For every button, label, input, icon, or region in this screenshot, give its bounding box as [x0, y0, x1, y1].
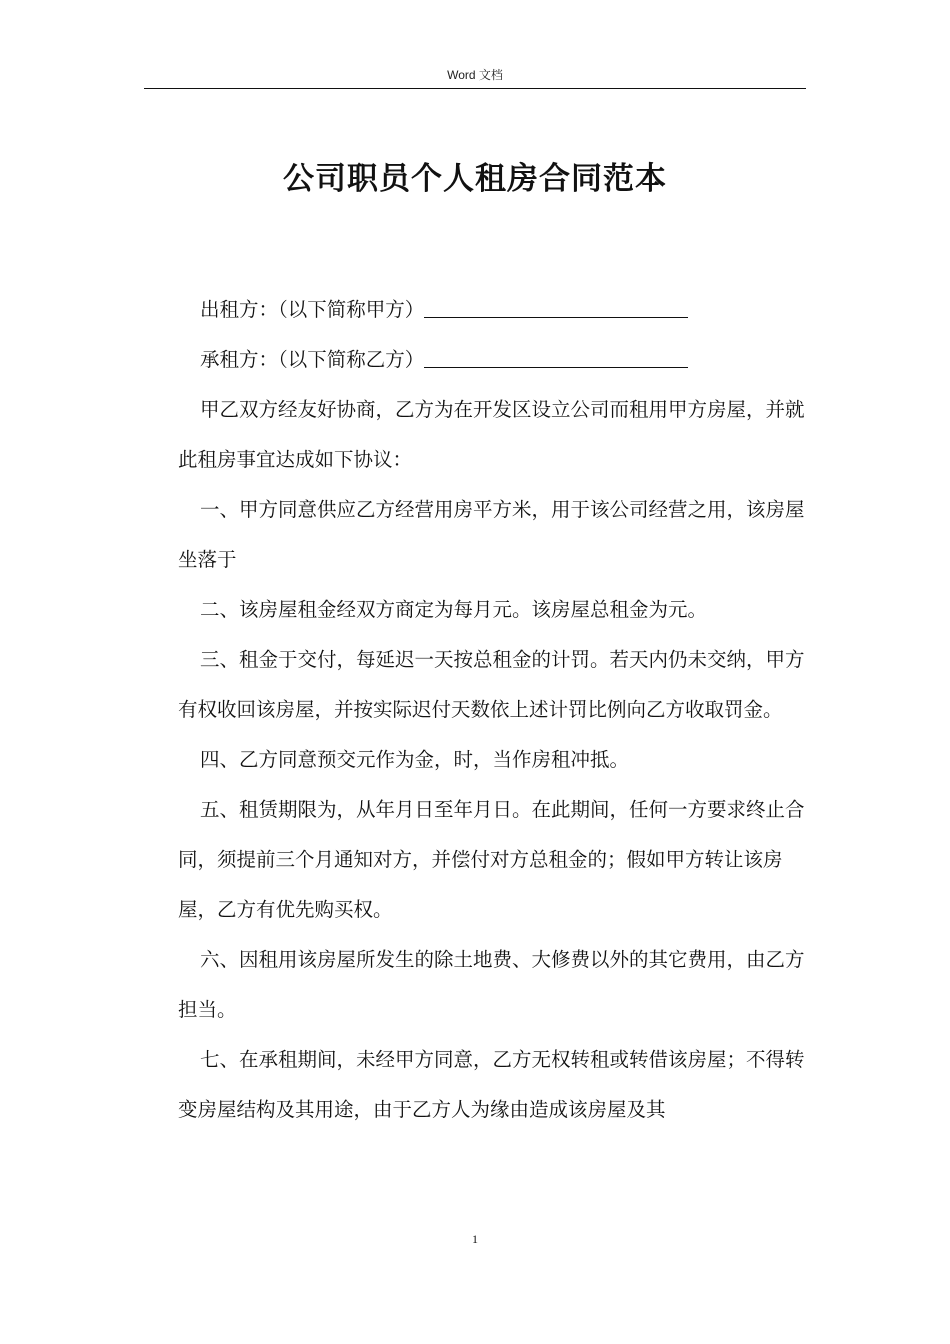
lessor-field	[178, 285, 806, 335]
lessor-label: 出租方：（以下简称甲方）	[200, 298, 425, 321]
clause-3: 三、租金于交付，每延迟一天按总租金的计罚。若天内仍未交纳，甲方有权收回该房屋，并按实际迟付天数依上述计罚比例向乙方收取罚金。	[178, 648, 805, 721]
paragraph-intro: 甲乙双方经友好协商，乙方为在开发区设立公司而租用甲方房屋，并就此租房事宜达成如下协议：	[178, 398, 805, 471]
clause-1: 一、甲方同意供应乙方经营用房平方米，用于该公司经营之用，该房屋坐落于	[178, 498, 805, 571]
clause-4: 四、乙方同意预交元作为金，时，当作房租冲抵。	[200, 748, 630, 771]
lessor-blank-line	[424, 293, 688, 318]
clause-7: 七、在承租期间，未经甲方同意，乙方无权转租或转借该房屋；不得转变房屋结构及其用途，由于乙方人为缘由造成该房屋及其	[178, 1048, 805, 1121]
document-body	[178, 285, 806, 1135]
lessee-blank-line	[424, 343, 688, 368]
lessee-label: 承租方：（以下简称乙方）	[200, 348, 425, 371]
clause-5: 五、租赁期限为，从年月日至年月日。在此期间，任何一方要求终止合同，须提前三个月通知对方，并偿付对方总租金的；假如甲方转让该房屋，乙方有优先购买权。	[178, 798, 805, 921]
lessee-field	[178, 335, 806, 385]
clause-6: 六、因租用该房屋所发生的除土地费、大修费以外的其它费用，由乙方担当。	[178, 948, 805, 1021]
page-header: Word 文档	[447, 68, 503, 82]
document-title: 公司职员个人租房合同范本	[283, 161, 667, 197]
page-number: 1	[472, 1232, 478, 1246]
header-divider	[144, 88, 806, 89]
clause-2: 二、该房屋租金经双方商定为每月元。该房屋总租金为元。	[200, 598, 708, 621]
